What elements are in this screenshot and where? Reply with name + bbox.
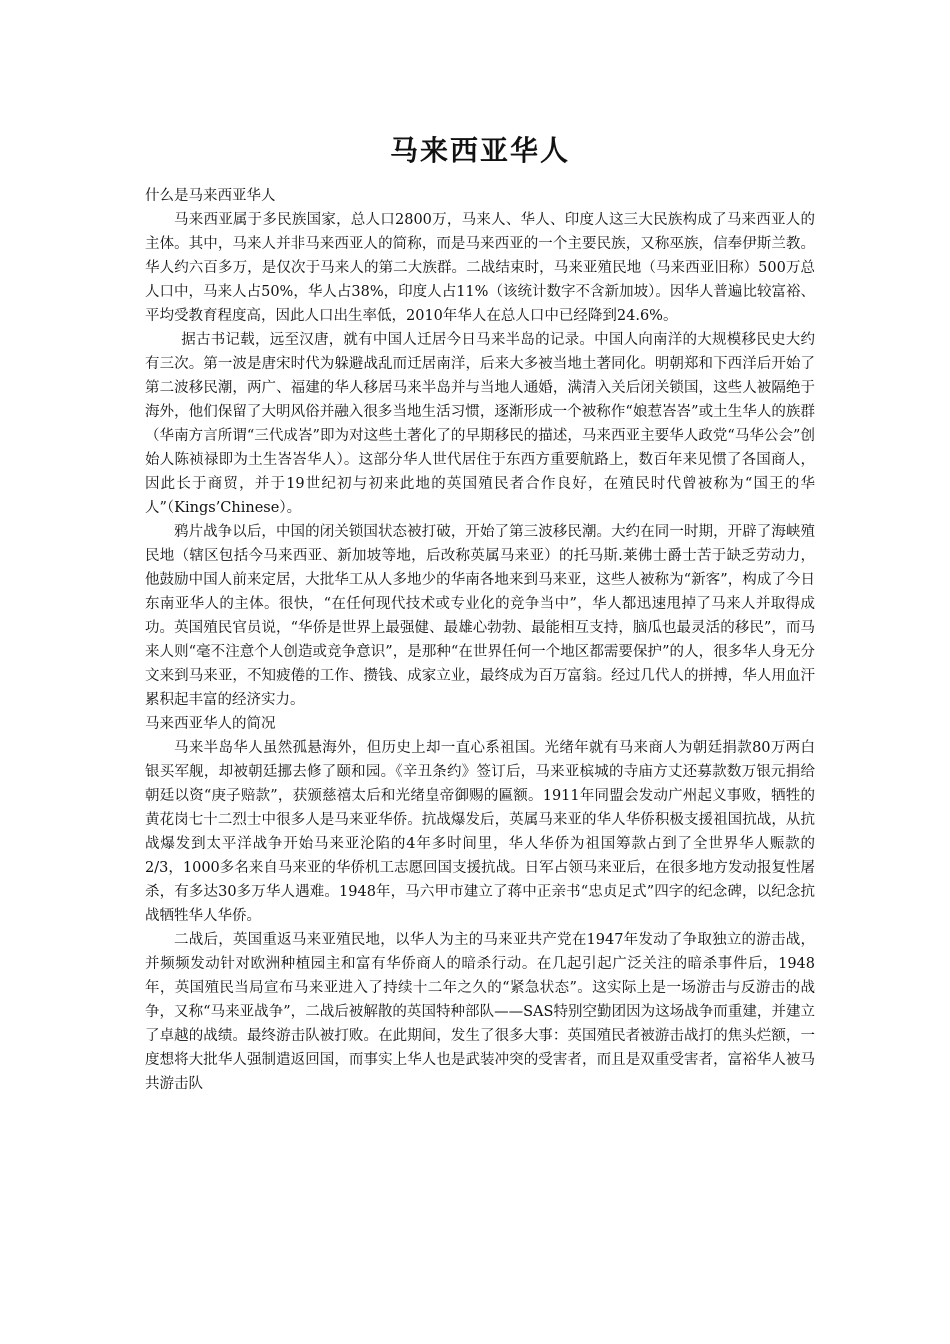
page-title: 马来西亚华人 xyxy=(389,134,570,167)
section-heading: 马来西亚华人的简况 xyxy=(145,716,276,732)
paragraph: 据古书记载，远至汉唐，就有中国人迁居今日马来半岛的记录。中国人向南洋的大规模移民史大约有三次。第一波是唐宋时代为躲避战乱而迁居南洋，后来大多被当地土著同化。明朝郑和下西洋后开始了第二波移民潮，两广、福建的华人移居马来半岛并与当地人通婚，满清入关后闭关锁国，这些人被隔绝于海外，他们保留了大明风俗并融入很多当地生活习惯，逐渐形成一个被称作“娘惹峇峇”或土生华人的族群（华南方言所谓“三代成峇”即为对这些土著化了的早期移民的描述，马来西亚主要华人政党“马华公会”创始人陈祯禄即为土生峇峇华人）。这部分华人世代居住于东西方重要航路上，数百年来见惯了各国商人，因此长于商贸，并于19世纪初与初来此地的英国殖民者合作良好，在殖民时代曾被称为“国王的华人”（Kings’Chinese）。 xyxy=(145,332,815,516)
paragraph: 二战后，英国重返马来亚殖民地，以华人为主的马来亚共产党在1947年发动了争取独立的游击战，并频频发动针对欧洲种植园主和富有华侨商人的暗杀行动。在几起引起广泛关注的暗杀事件后，1948年，英国殖民当局宣布马来亚进入了持续十二年之久的“紧急状态”。这实际上是一场游击与反游击的战争，又称“马来亚战争”，二战后被解散的英国特种部队——SAS特别空勤团因为这场战争而重建，并建立了卓越的战绩。最终游击队被打败。在此期间，发生了很多大事：英国殖民者被游击战打的焦头烂额，一度想将大批华人强制遣返回国，而事实上华人也是武装冲突的受害者，而且是双重受害者，富裕华人被马共游击队 xyxy=(145,932,815,1092)
paragraph: 鸦片战争以后，中国的闭关锁国状态被打破，开始了第三波移民潮。大约在同一时期，开辟了海峡殖民地（辖区包括今马来西亚、新加坡等地，后改称英属马来亚）的托马斯.莱佛士爵士苦于缺乏劳动力，他鼓励中国人前来定居，大批华工从人多地少的华南各地来到马来亚，这些人被称为“新客”，构成了今日东南亚华人的主体。很快，“在任何现代技术或专业化的竞争当中”，华人都迅速甩掉了马来人并取得成功。英国殖民官员说，“华侨是世界上最强健、最雄心勃勃、最能相互支持，脑瓜也最灵活的移民”，而马来人则“毫不注意个人创造或竞争意识”，是那种“在世界任何一个地区都需要保护”的人，很多华人身无分文来到马来亚，不知疲倦的工作、攒钱、成家立业，最终成为百万富翁。经过几代人的拼搏，华人用血汗累积起丰富的经济实力。 xyxy=(145,524,815,708)
paragraph: 马来西亚属于多民族国家，总人口2800万，马来人、华人、印度人这三大民族构成了马来西亚人的主体。其中，马来人并非马来西亚人的简称，而是马来西亚的一个主要民族，又称巫族，信奉伊斯兰教。华人约六百多万，是仅次于马来人的第二大族群。二战结束时，马来亚殖民地（马来西亚旧称）500万总人口中，马来人占50%，华人占38%，印度人占11%（该统计数字不含新加坡）。因华人普遍比较富裕、平均受教育程度高，因此人口出生率低，2010年华人在总人口中已经降到24.6%。 xyxy=(145,212,815,324)
document-body xyxy=(145,130,815,1096)
paragraph: 马来半岛华人虽然孤悬海外，但历史上却一直心系祖国。光绪年就有马来商人为朝廷捐款80万两白银买军舰，却被朝廷挪去修了颐和园。《辛丑条约》签订后，马来亚槟城的寺庙方丈还募款数万银元捐给朝廷以资“庚子赔款”，获颁慈禧太后和光绪皇帝御赐的匾额。1911年同盟会发动广州起义事败，牺牲的黄花岗七十二烈士中很多人是马来亚华侨。抗战爆发后，英属马来亚的华人华侨积极支援祖国抗战，从抗战爆发到太平洋战争开始马来亚沦陷的4年多时间里，华人华侨为祖国筹款占到了全世界华人赈款的2/3，1000多名来自马来亚的华侨机工志愿回国支援抗战。日军占领马来亚后，在很多地方发动报复性屠杀，有多达30多万华人遇难。1948年，马六甲市建立了蒋中正亲书“忠贞足式”四字的纪念碑，以纪念抗战牺牲华人华侨。 xyxy=(145,740,815,924)
section-heading: 什么是马来西亚华人 xyxy=(145,188,276,204)
